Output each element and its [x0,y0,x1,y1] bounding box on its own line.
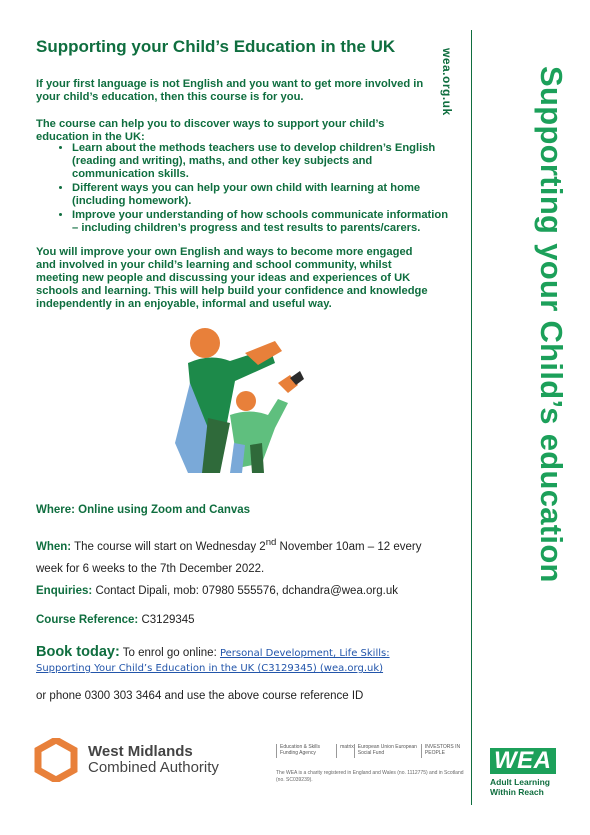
closing-text: You will improve your own English and ways to become more engaged and involved in your child’s learning and school community, whilst meeting new people and discussing your ideas and experiences of UK schools and learning. This will help build your confidence and knowledge independently in an enjoyable, informal and useful way. [36,246,428,310]
side-website: wea.org.uk [440,48,454,116]
charity-notice: The WEA is a charity registered in England and Wales (no. 1112775) and in Scotland (no. SC039239). [276,770,464,783]
book-info: Book today: To enrol go online: Personal Development, Life Skills: Supporting Your Child’s Education in the UK (C3129345) (wea.org.uk) [36,644,390,674]
enquiries-label: Enquiries: [36,585,93,597]
list-item: • Different ways you can help your own child with learning at home (including homework). [72,182,452,208]
family-illustration [150,323,320,478]
list-item: • Learn about the methods teachers use to develop children’s English (reading and writing), maths, and other key subjects and communication skills. [72,142,452,181]
when-label: When: [36,540,72,553]
enquiries-info: Enquiries: Contact Dipali, mob: 07980 555576, dchandra@wea.org.uk [36,585,398,597]
intro-text: If your first language is not English and you want to get more involved in your child’s education, then this course is for you. [36,78,424,103]
wea-logo: WEA Adult Learning Within Reach [490,748,556,797]
phone-info: or phone 0300 303 3464 and use the above course reference ID [36,690,364,702]
when-info: When: The course will start on Wednesday 2nd November 10am – 12 every week for 6 weeks to the 7th December 2022. [36,537,422,575]
side-title: Supporting your Child’s education [534,66,569,583]
hexagon-icon [34,738,78,782]
list-item: • Improve your understanding of how schools communicate information – including children’s progress and test results to parents/carers. [72,209,452,235]
benefits-list [46,142,452,236]
iip-logo: INVESTORS IN PEOPLE [421,744,466,758]
esf-logo: European Union European Social Fund [354,744,421,758]
course-reference-label: Course Reference: [36,614,139,626]
course-intro-text: The course can help you to discover ways to support your child’s education in the UK: [36,118,385,143]
where-info: Where: Online using Zoom and Canvas [36,504,251,516]
partner-logos [276,738,466,764]
divider-line [471,30,472,805]
course-link[interactable]: Personal Development, Life Skills: Supporting Your Child’s Education in the UK (C3129345) (wea.org.uk) [36,648,390,674]
esfa-logo: Education & Skills Funding Agency [276,744,336,758]
book-label: Book today: [36,644,120,660]
matrix-logo: matrix [336,744,354,758]
course-reference: Course Reference: C3129345 [36,614,195,626]
wmca-logo: West Midlands Combined Authority [34,738,219,782]
page-title: Supporting your Child’s Education in the UK [36,37,396,56]
